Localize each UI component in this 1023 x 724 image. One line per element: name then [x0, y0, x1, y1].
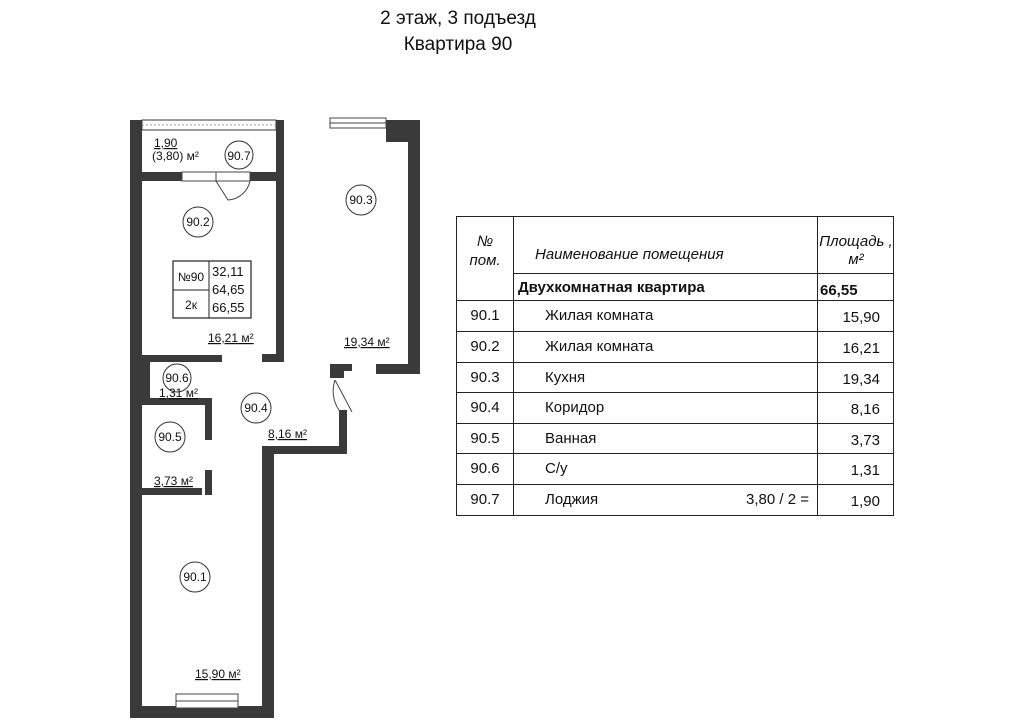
plan-walls — [130, 120, 420, 718]
row-no: 90.5 — [470, 430, 500, 447]
header-no-line2: пом. — [469, 252, 501, 269]
row-name: Лоджия — [545, 491, 599, 508]
apartment-summary-box — [173, 261, 251, 318]
area-table — [456, 216, 894, 516]
row-area: 1,90 — [850, 493, 880, 510]
row-no: 90.1 — [470, 307, 500, 324]
room-90-1-id: 90.1 — [183, 570, 207, 584]
room-90-7-area: 1,90 — [154, 136, 178, 150]
summary-value-1: 32,11 — [212, 264, 244, 279]
row-name: Жилая комната — [545, 338, 654, 355]
floor-entrance-title: 2 этаж, 3 подъезд — [380, 8, 536, 29]
room-90-1-area: 15,90 м² — [195, 667, 241, 681]
row-formula: 3,80 / 2 = — [746, 491, 809, 508]
total-name: Двухкомнатная квартира — [518, 279, 705, 296]
room-90-4-id: 90.4 — [244, 401, 268, 415]
row-area: 15,90 — [842, 309, 880, 326]
row-name: С/у — [545, 460, 568, 477]
summary-value-2: 64,65 — [212, 282, 245, 297]
room-90-4 — [241, 393, 307, 441]
room-90-5 — [154, 422, 193, 488]
room-90-5-area: 3,73 м² — [154, 474, 193, 488]
summary-value-3: 66,55 — [212, 300, 245, 315]
room-90-7-area-full: (3,80) м² — [152, 149, 199, 163]
room-90-7-id: 90.7 — [227, 149, 251, 163]
summary-number: №90 — [177, 270, 205, 284]
room-90-2-area: 16,21 м² — [208, 331, 254, 345]
room-90-7 — [152, 136, 253, 169]
room-90-6-area: 1,31 м² — [159, 386, 198, 400]
row-no: 90.2 — [470, 338, 500, 355]
summary-rooms: 2к — [185, 298, 197, 312]
total-area: 66,55 — [820, 282, 858, 299]
row-area: 16,21 — [842, 340, 880, 357]
row-no: 90.6 — [470, 460, 500, 477]
room-90-1 — [180, 562, 241, 681]
row-name: Коридор — [545, 399, 605, 416]
header-area-line1: Площадь , — [819, 233, 893, 250]
header-no-line1: № — [476, 233, 494, 250]
row-name: Ванная — [545, 430, 597, 447]
row-name: Жилая комната — [545, 307, 654, 324]
row-no: 90.4 — [470, 399, 500, 416]
row-area: 1,31 — [850, 462, 880, 479]
row-area: 8,16 — [850, 401, 880, 418]
row-name: Кухня — [545, 369, 586, 386]
row-no: 90.3 — [470, 369, 500, 386]
row-area: 19,34 — [842, 371, 880, 388]
room-90-6 — [159, 364, 198, 400]
room-90-2-id: 90.2 — [186, 215, 210, 229]
room-90-3-id: 90.3 — [349, 193, 373, 207]
room-90-5-id: 90.5 — [158, 430, 182, 444]
row-area: 3,73 — [850, 432, 880, 449]
header-name: Наименование помещения — [535, 246, 724, 263]
apartment-title: Квартира 90 — [403, 34, 513, 55]
row-no: 90.7 — [470, 491, 500, 508]
room-90-6-id: 90.6 — [165, 371, 189, 385]
header-area-line2: м² — [848, 251, 864, 268]
room-90-4-area: 8,16 м² — [268, 427, 307, 441]
room-90-3-area: 19,34 м² — [344, 335, 390, 349]
room-90-3 — [344, 185, 390, 349]
